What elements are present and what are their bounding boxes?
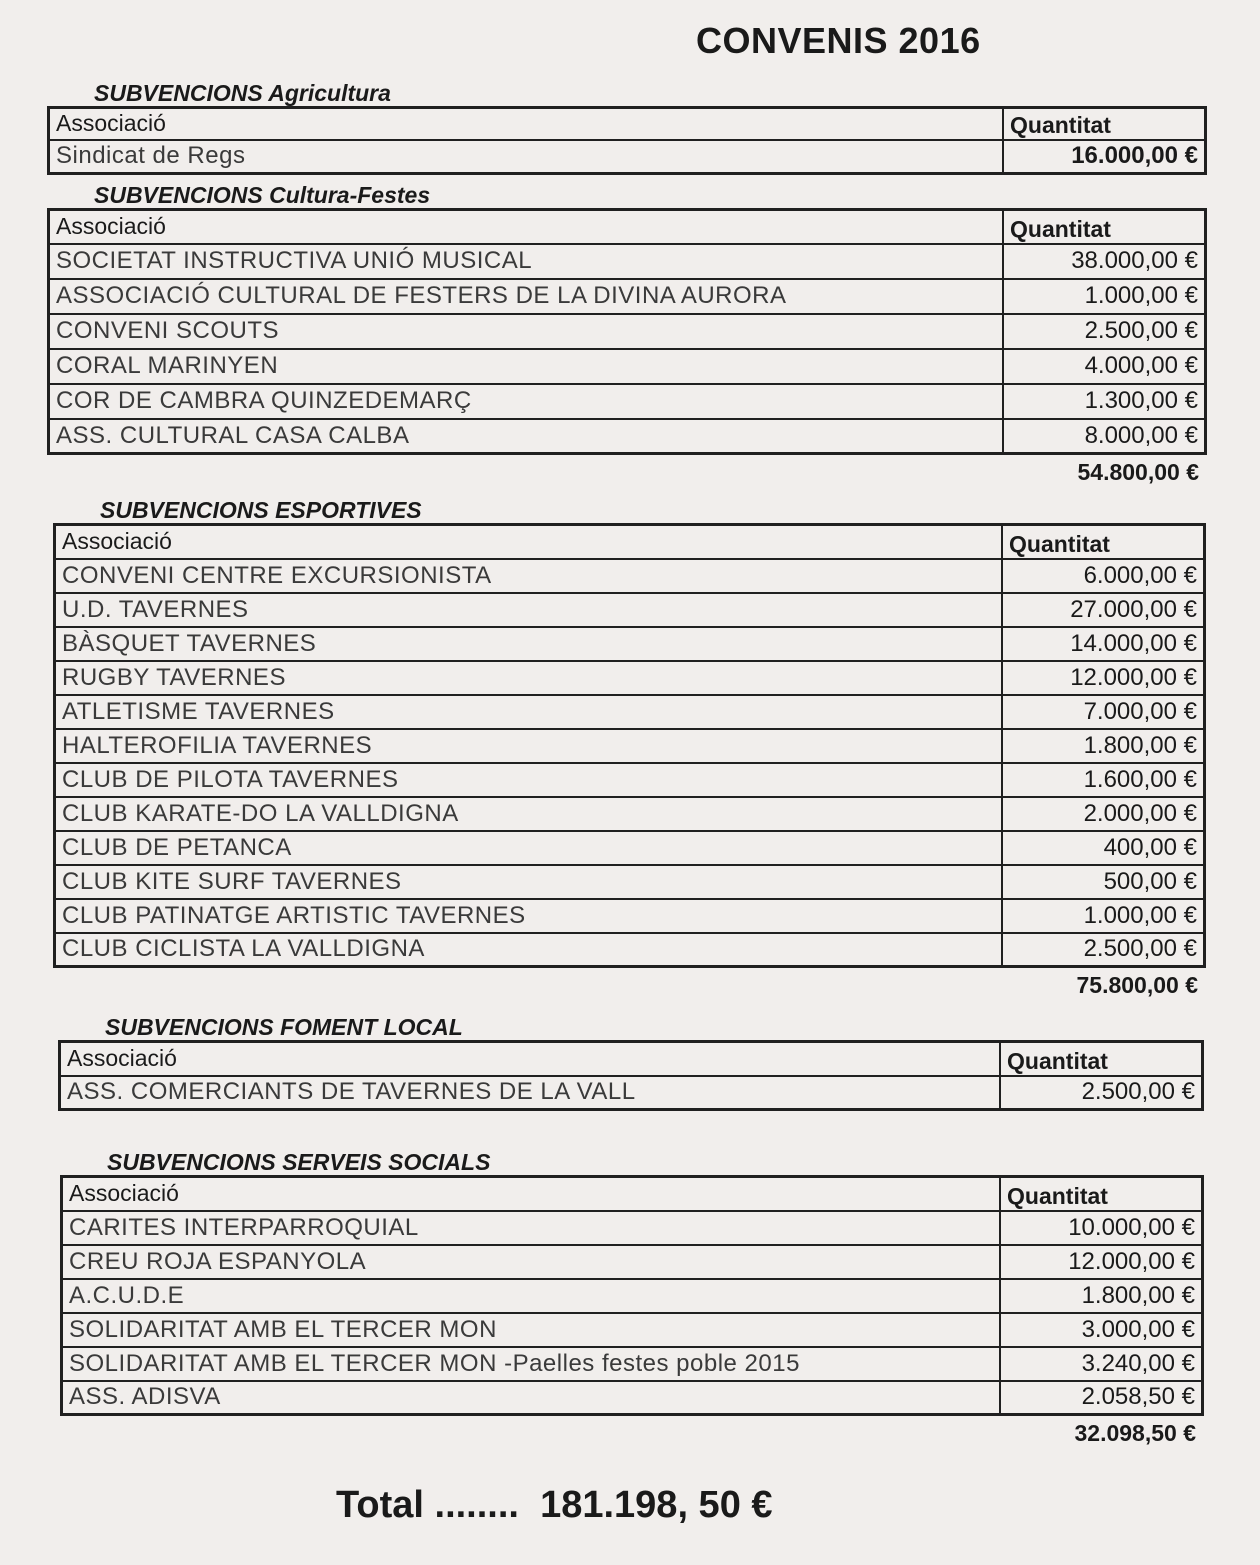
amount-value: 500,00 € xyxy=(1002,865,1205,899)
table-header xyxy=(62,1177,1203,1211)
table-header xyxy=(60,1042,1203,1076)
grants-table xyxy=(47,106,1207,175)
amount-value: 2.500,00 € xyxy=(1003,314,1206,349)
amount-value: 12.000,00 € xyxy=(1002,661,1205,695)
table-row xyxy=(62,1381,1203,1415)
grants-table xyxy=(60,1175,1204,1416)
table-row xyxy=(49,349,1206,384)
association-name: ASS. CULTURAL CASA CALBA xyxy=(49,419,1004,454)
association-name: HALTEROFILIA TAVERNES xyxy=(55,729,1003,763)
section-agricultura xyxy=(47,80,1207,175)
column-header-amount: Quantitat xyxy=(1003,210,1206,244)
grants-table xyxy=(47,208,1207,455)
column-header-amount: Quantitat xyxy=(1003,108,1206,140)
column-header-association: Associació xyxy=(62,1177,1001,1211)
column-header-amount: Quantitat xyxy=(1002,525,1205,559)
table-row xyxy=(62,1347,1203,1381)
table-row xyxy=(55,695,1205,729)
table-row xyxy=(55,933,1205,967)
table-header xyxy=(55,525,1205,559)
amount-value: 1.000,00 € xyxy=(1002,899,1205,933)
amount-value: 4.000,00 € xyxy=(1003,349,1206,384)
grand-total: Total ........ 181.198, 50 € xyxy=(336,1484,773,1526)
section-subtotal: 32.098,50 € xyxy=(1074,1420,1196,1446)
amount-value: 1.300,00 € xyxy=(1003,384,1206,419)
column-header-association: Associació xyxy=(55,525,1003,559)
amount-value: 6.000,00 € xyxy=(1002,559,1205,593)
association-name: BÀSQUET TAVERNES xyxy=(55,627,1003,661)
table-row xyxy=(49,384,1206,419)
association-name: CLUB DE PILOTA TAVERNES xyxy=(55,763,1003,797)
amount-value: 38.000,00 € xyxy=(1003,244,1206,279)
table-row xyxy=(55,899,1205,933)
table-row xyxy=(62,1279,1203,1313)
table-row xyxy=(55,831,1205,865)
amount-value: 7.000,00 € xyxy=(1002,695,1205,729)
association-name: U.D. TAVERNES xyxy=(55,593,1003,627)
amount-value: 2.500,00 € xyxy=(1000,1076,1203,1110)
amount-value: 2.500,00 € xyxy=(1002,933,1205,967)
amount-value: 2.058,50 € xyxy=(1000,1381,1203,1415)
association-name: ASS. ADISVA xyxy=(62,1381,1001,1415)
amount-value: 10.000,00 € xyxy=(1000,1211,1203,1245)
table-row xyxy=(55,763,1205,797)
amount-value: 14.000,00 € xyxy=(1002,627,1205,661)
page-title: CONVENIS 2016 xyxy=(696,20,981,61)
grants-table xyxy=(58,1040,1204,1111)
association-name: CREU ROJA ESPANYOLA xyxy=(62,1245,1001,1279)
column-header-amount: Quantitat xyxy=(1000,1042,1203,1076)
association-name: A.C.U.D.E xyxy=(62,1279,1001,1313)
table-row xyxy=(55,593,1205,627)
table-row xyxy=(49,140,1206,174)
table-row xyxy=(60,1076,1203,1110)
association-name: SOLIDARITAT AMB EL TERCER MON -Paelles festes poble 2015 xyxy=(62,1347,1001,1381)
association-name: CONVENI SCOUTS xyxy=(49,314,1004,349)
association-name: COR DE CAMBRA QUINZEDEMARÇ xyxy=(49,384,1004,419)
section-serveis-socials xyxy=(60,1149,1204,1447)
amount-value: 3.240,00 € xyxy=(1000,1347,1203,1381)
association-name: CORAL MARINYEN xyxy=(49,349,1004,384)
amount-value: 1.000,00 € xyxy=(1003,279,1206,314)
section-title: SUBVENCIONS FOMENT LOCAL xyxy=(105,1014,463,1040)
column-header-association: Associació xyxy=(49,108,1004,140)
amount-value: 1.600,00 € xyxy=(1002,763,1205,797)
association-name: ASS. COMERCIANTS DE TAVERNES DE LA VALL xyxy=(60,1076,1001,1110)
amount-value: 1.800,00 € xyxy=(1000,1279,1203,1313)
section-foment-local xyxy=(58,1014,1204,1111)
association-name: CONVENI CENTRE EXCURSIONISTA xyxy=(55,559,1003,593)
amount-value: 1.800,00 € xyxy=(1002,729,1205,763)
section-title: SUBVENCIONS SERVEIS SOCIALS xyxy=(107,1149,491,1175)
table-row xyxy=(49,419,1206,454)
table-row xyxy=(62,1313,1203,1347)
section-title: SUBVENCIONS Cultura-Festes xyxy=(94,182,431,208)
table-header xyxy=(49,108,1206,140)
table-row xyxy=(49,279,1206,314)
section-subtotal: 54.800,00 € xyxy=(1077,459,1199,485)
association-name: ATLETISME TAVERNES xyxy=(55,695,1003,729)
section-title: SUBVENCIONS Agricultura xyxy=(94,80,391,106)
association-name: RUGBY TAVERNES xyxy=(55,661,1003,695)
amount-value: 27.000,00 € xyxy=(1002,593,1205,627)
table-header xyxy=(49,210,1206,244)
column-header-amount: Quantitat xyxy=(1000,1177,1203,1211)
association-name: CARITES INTERPARROQUIAL xyxy=(62,1211,1001,1245)
association-name: ASSOCIACIÓ CULTURAL DE FESTERS DE LA DIVINA AURORA xyxy=(49,279,1004,314)
amount-value: 2.000,00 € xyxy=(1002,797,1205,831)
table-row xyxy=(55,627,1205,661)
section-title: SUBVENCIONS ESPORTIVES xyxy=(100,497,422,523)
table-row xyxy=(55,661,1205,695)
amount-value: 8.000,00 € xyxy=(1003,419,1206,454)
amount-value: 400,00 € xyxy=(1002,831,1205,865)
association-name: CLUB PATINATGE ARTISTIC TAVERNES xyxy=(55,899,1003,933)
grants-table xyxy=(53,523,1206,968)
association-name: SOCIETAT INSTRUCTIVA UNIÓ MUSICAL xyxy=(49,244,1004,279)
association-name: Sindicat de Regs xyxy=(49,140,1004,174)
table-row xyxy=(49,314,1206,349)
table-row xyxy=(55,559,1205,593)
association-name: SOLIDARITAT AMB EL TERCER MON xyxy=(62,1313,1001,1347)
table-row xyxy=(49,244,1206,279)
amount-value: 12.000,00 € xyxy=(1000,1245,1203,1279)
column-header-association: Associació xyxy=(60,1042,1001,1076)
association-name: CLUB KARATE-DO LA VALLDIGNA xyxy=(55,797,1003,831)
table-row xyxy=(55,729,1205,763)
association-name: CLUB CICLISTA LA VALLDIGNA xyxy=(55,933,1003,967)
association-name: CLUB KITE SURF TAVERNES xyxy=(55,865,1003,899)
column-header-association: Associació xyxy=(49,210,1004,244)
section-esportives xyxy=(53,497,1206,999)
section-cultura-festes xyxy=(47,182,1207,486)
table-row xyxy=(62,1245,1203,1279)
amount-value: 16.000,00 € xyxy=(1003,140,1206,174)
amount-value: 3.000,00 € xyxy=(1000,1313,1203,1347)
table-row xyxy=(55,797,1205,831)
table-row xyxy=(62,1211,1203,1245)
section-subtotal: 75.800,00 € xyxy=(1076,972,1198,998)
table-row xyxy=(55,865,1205,899)
association-name: CLUB DE PETANCA xyxy=(55,831,1003,865)
